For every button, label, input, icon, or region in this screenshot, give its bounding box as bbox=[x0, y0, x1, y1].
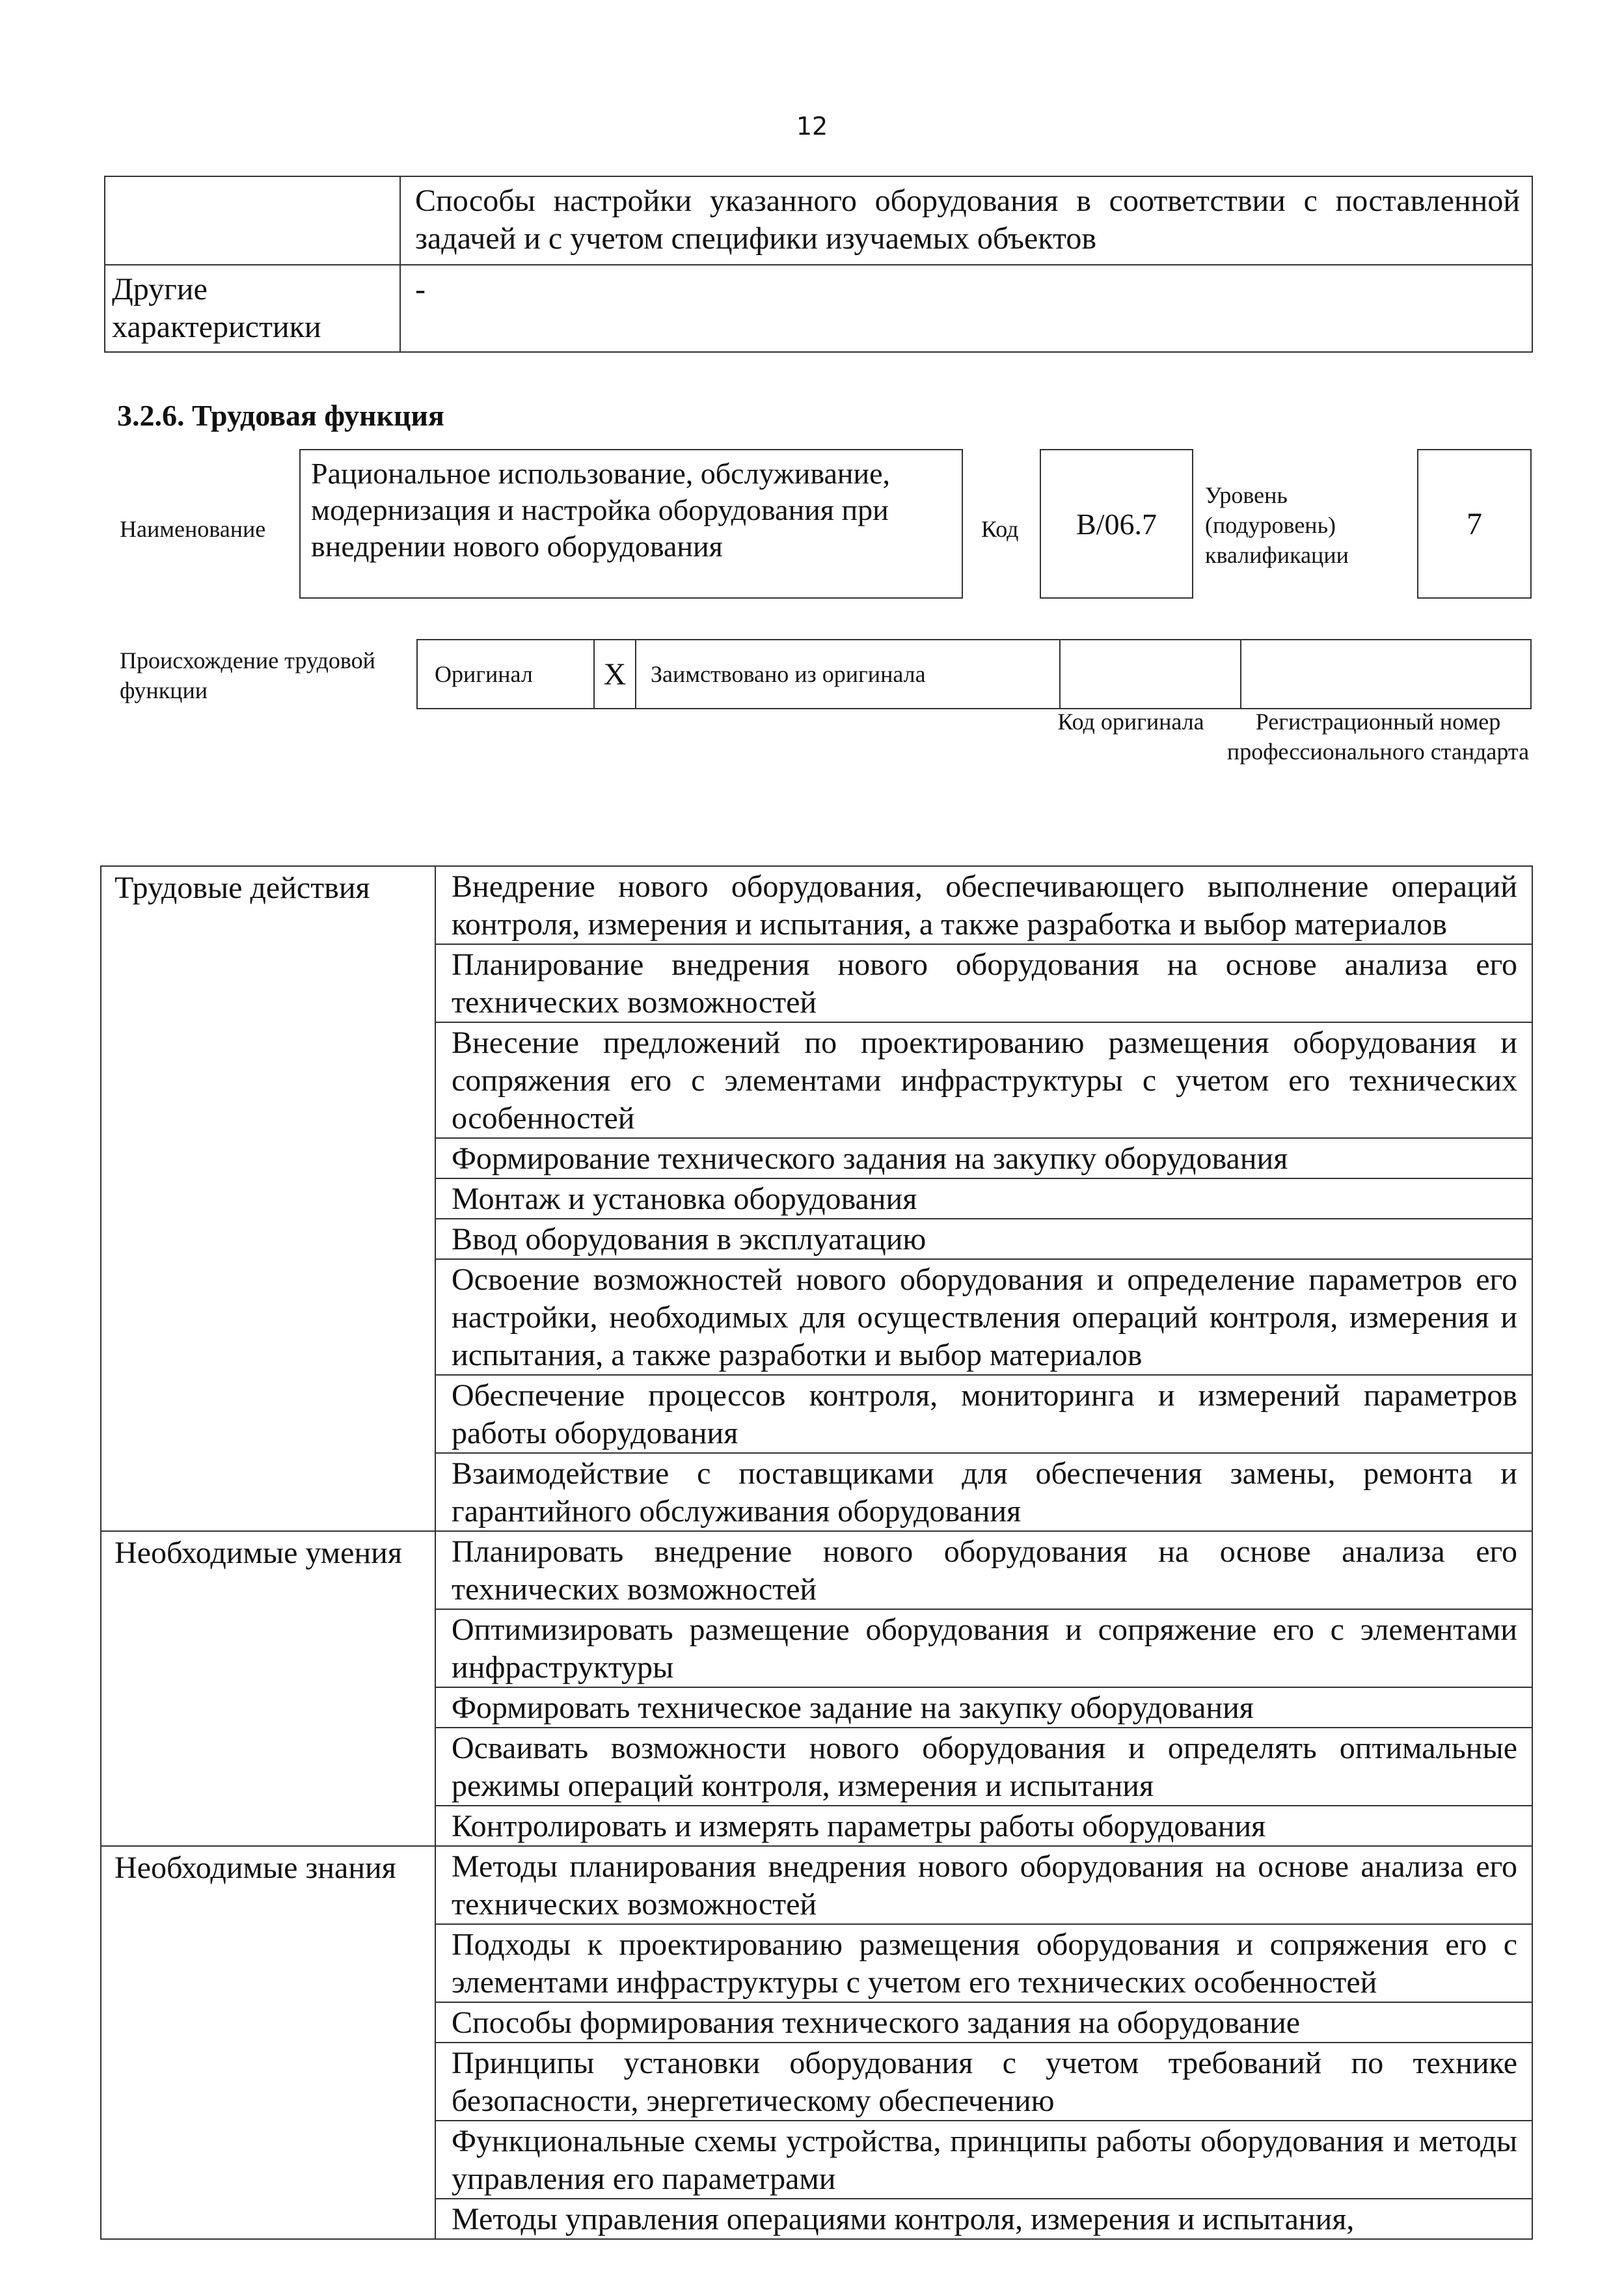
page-number: 12 bbox=[796, 112, 828, 141]
function-details-table bbox=[100, 865, 1533, 2240]
item-cell: Принципы установки оборудования с учетом требований по технике безопасности, энергетическому обеспечению bbox=[435, 2043, 1532, 2121]
category-cell: Трудовые действия bbox=[101, 866, 435, 1531]
category-cell: Необходимые умения bbox=[101, 1531, 435, 1846]
item-cell: Методы планирования внедрения нового оборудования на основе анализа его технических возможностей bbox=[435, 1846, 1532, 1924]
function-details-body bbox=[101, 866, 1532, 2239]
table-row bbox=[105, 265, 1532, 352]
row-label: Другие характеристики bbox=[105, 265, 400, 352]
row-label bbox=[105, 176, 400, 265]
item-cell: Методы управления операциями контроля, измерения и испытания, bbox=[435, 2199, 1532, 2239]
borrowed-label: Заимствовано из оригинала bbox=[636, 640, 1060, 709]
item-cell: Формирование технического задания на закупку оборудования bbox=[435, 1138, 1532, 1178]
origin-table bbox=[416, 639, 1532, 709]
category-cell: Необходимые знания bbox=[101, 1846, 435, 2239]
item-cell: Монтаж и установка оборудования bbox=[435, 1178, 1532, 1219]
item-cell: Формировать техническое задание на закупку оборудования bbox=[435, 1687, 1532, 1728]
level-label: Уровень (подуровень) квалификации bbox=[1205, 482, 1349, 568]
origin-label: Происхождение трудовой функции bbox=[120, 647, 375, 703]
code-value: В/06.7 bbox=[1076, 507, 1157, 541]
item-cell: Внедрение нового оборудования, обеспечивающего выполнение операций контроля, измерения и испытания, а также разработка и выбор материалов bbox=[435, 866, 1532, 944]
item-cell: Функциональные схемы устройства, принципы работы оборудования и методы управления его параметрами bbox=[435, 2121, 1532, 2199]
table-row bbox=[101, 866, 1532, 944]
registration-caption: Регистрационный номер профессионального стандарта bbox=[1226, 709, 1530, 765]
section-heading: 3.2.6. Трудовая функция bbox=[117, 399, 444, 432]
function-name-box: Рациональное использование, обслуживание, модернизация и настройка оборудования при внедрении нового оборудования bbox=[299, 449, 963, 599]
item-cell: Ввод оборудования в эксплуатацию bbox=[435, 1219, 1532, 1259]
continuation-table bbox=[104, 176, 1533, 353]
item-cell: Оптимизировать размещение оборудования и сопряжение его с элементами инфраструктуры bbox=[435, 1609, 1532, 1687]
item-cell: Контролировать и измерять параметры работы оборудования bbox=[435, 1806, 1532, 1846]
table-row bbox=[417, 640, 1531, 709]
code-label: Код bbox=[981, 516, 1019, 542]
table-row bbox=[101, 1531, 1532, 1609]
original-label: Оригинал bbox=[417, 640, 594, 709]
level-value-box bbox=[1417, 449, 1532, 599]
item-cell: Внесение предложений по проектированию размещения оборудования и сопряжения его с элементами инфраструктуры с учетом его технических особенностей bbox=[435, 1022, 1532, 1138]
registration-number-cell bbox=[1241, 640, 1531, 709]
table-row bbox=[105, 176, 1532, 265]
item-cell: Обеспечение процессов контроля, мониторинга и измерений параметров работы оборудования bbox=[435, 1375, 1532, 1453]
name-label: Наименование bbox=[120, 516, 266, 542]
table-row bbox=[101, 1846, 1532, 1924]
code-caption: Код оригинала bbox=[1057, 709, 1204, 735]
item-cell: Взаимодействие с поставщиками для обеспечения замены, ремонта и гарантийного обслуживания оборудования bbox=[435, 1453, 1532, 1531]
item-cell: Осваивать возможности нового оборудования и определять оптимальные режимы операций контроля, измерения и испытания bbox=[435, 1728, 1532, 1806]
level-value: 7 bbox=[1467, 506, 1482, 541]
row-text: Способы настройки указанного оборудования в соответствии с поставленной задачей и с учетом специфики изучаемых объектов bbox=[400, 176, 1532, 265]
row-text: - bbox=[400, 265, 1532, 352]
item-cell: Способы формирования технического задания на оборудование bbox=[435, 2002, 1532, 2043]
item-cell: Освоение возможностей нового оборудования и определение параметров его настройки, необходимых для осуществления операций контроля, измерения и испытания, а также разработки и выбор материалов bbox=[435, 1259, 1532, 1375]
item-cell: Подходы к проектированию размещения оборудования и сопряжения его с элементами инфраструктуры с учетом его технических особенностей bbox=[435, 1924, 1532, 2002]
original-code-cell bbox=[1060, 640, 1241, 709]
code-value-box bbox=[1040, 449, 1193, 599]
item-cell: Планирование внедрения нового оборудования на основе анализа его технических возможностей bbox=[435, 944, 1532, 1022]
original-mark: X bbox=[594, 640, 636, 709]
item-cell: Планировать внедрение нового оборудования на основе анализа его технических возможностей bbox=[435, 1531, 1532, 1609]
